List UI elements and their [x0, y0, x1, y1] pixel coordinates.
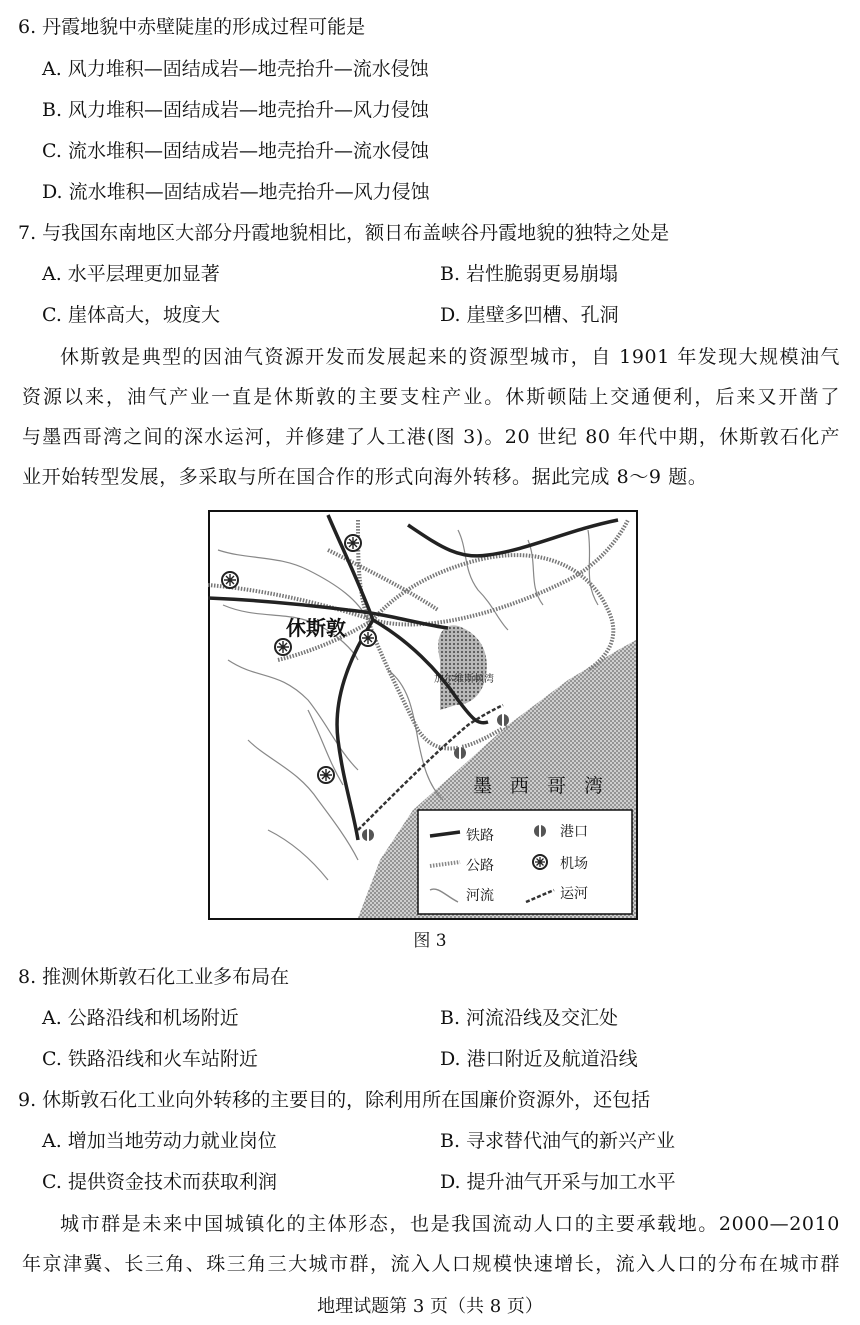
page-footer: 地理试题第 3 页（共 8 页）	[317, 1296, 543, 1317]
question-6-stem: 6. 丹霞地貌中赤壁陡崖的形成过程可能是	[18, 16, 366, 38]
q7-option-b: B. 岩性脆弱更易崩塌	[440, 263, 619, 285]
gulf-of-mexico-label: 墨西哥湾	[473, 775, 622, 797]
q6-option-b: B. 风力堆积—固结成岩—地壳抬升—风力侵蚀	[42, 99, 430, 121]
airport-icon	[222, 572, 238, 588]
houston-map	[208, 510, 638, 920]
passage-1-line-3: 与墨西哥湾之间的深水运河，并修建了人工港(图 3)。20 世纪 80 年代中期，休斯敦石化产	[22, 426, 840, 448]
question-9-stem: 9. 休斯敦石化工业向外转移的主要目的，除利用所在国廉价资源外，还包括	[18, 1089, 651, 1111]
q6-option-a: A. 风力堆积—固结成岩—地壳抬升—流水侵蚀	[42, 58, 429, 80]
legend-port-label: 港口	[560, 824, 588, 840]
q8-option-a: A. 公路沿线和机场附近	[42, 1007, 239, 1029]
legend-railway-label: 铁路	[466, 828, 494, 844]
q8-option-c: C. 铁路沿线和火车站附近	[42, 1048, 258, 1070]
q9-option-c: C. 提供资金技术而获取利润	[42, 1171, 277, 1193]
airport-icon	[345, 535, 361, 551]
q8-option-d: D. 港口附近及航道沿线	[440, 1048, 638, 1070]
passage-2-line-1: 城市群是未来中国城镇化的主体形态，也是我国流动人口的主要承载地。2000—2010	[60, 1213, 840, 1235]
figure-caption: 图 3	[413, 931, 447, 951]
question-8-stem: 8. 推测休斯敦石化工业多布局在	[18, 966, 290, 988]
passage-1-line-4: 业开始转型发展，多采取与所在国合作的形式向海外转移。据此完成 8～9 题。	[22, 466, 708, 488]
legend-canal-label: 运河	[560, 886, 588, 902]
legend-highway-label: 公路	[466, 858, 494, 874]
airport-icon	[318, 767, 334, 783]
airport-icon	[360, 630, 376, 646]
q8-option-b: B. 河流沿线及交汇处	[440, 1007, 619, 1029]
q9-option-b: B. 寻求替代油气的新兴产业	[440, 1130, 676, 1152]
legend-airport-label: 机场	[560, 856, 588, 872]
passage-1-line-1: 休斯敦是典型的因油气资源开发而发展起来的资源型城市，自 1901 年发现大规模油气	[60, 346, 840, 368]
q7-option-a: A. 水平层理更加显著	[42, 263, 220, 285]
q9-option-d: D. 提升油气开采与加工水平	[440, 1171, 676, 1193]
passage-1-line-2: 资源以来，油气产业一直是休斯敦的主要支柱产业。休斯顿陆上交通便利，后来又开凿了	[22, 386, 840, 408]
q9-option-a: A. 增加当地劳动力就业岗位	[42, 1130, 277, 1152]
passage-2-line-2: 年京津冀、长三角、珠三角三大城市群，流入人口规模快速增长，流入人口的分布在城市群	[22, 1253, 840, 1275]
galveston-bay-label: 加尔维斯顿湾	[434, 674, 494, 685]
q6-option-c: C. 流水堆积—固结成岩—地壳抬升—流水侵蚀	[42, 140, 429, 162]
question-7-stem: 7. 与我国东南地区大部分丹霞地貌相比，额日布盖峡谷丹霞地貌的独特之处是	[18, 222, 670, 244]
q6-option-d: D. 流水堆积—固结成岩—地壳抬升—风力侵蚀	[42, 181, 430, 203]
houston-label: 休斯敦	[286, 616, 346, 640]
legend-airport-icon	[533, 855, 547, 869]
legend-box	[418, 810, 632, 914]
q7-option-d: D. 崖壁多凹槽、孔洞	[440, 304, 619, 326]
map-legend	[418, 810, 632, 914]
legend-river-label: 河流	[466, 888, 494, 904]
q7-option-c: C. 崖体高大，坡度大	[42, 304, 220, 326]
airport-icon	[275, 639, 291, 655]
